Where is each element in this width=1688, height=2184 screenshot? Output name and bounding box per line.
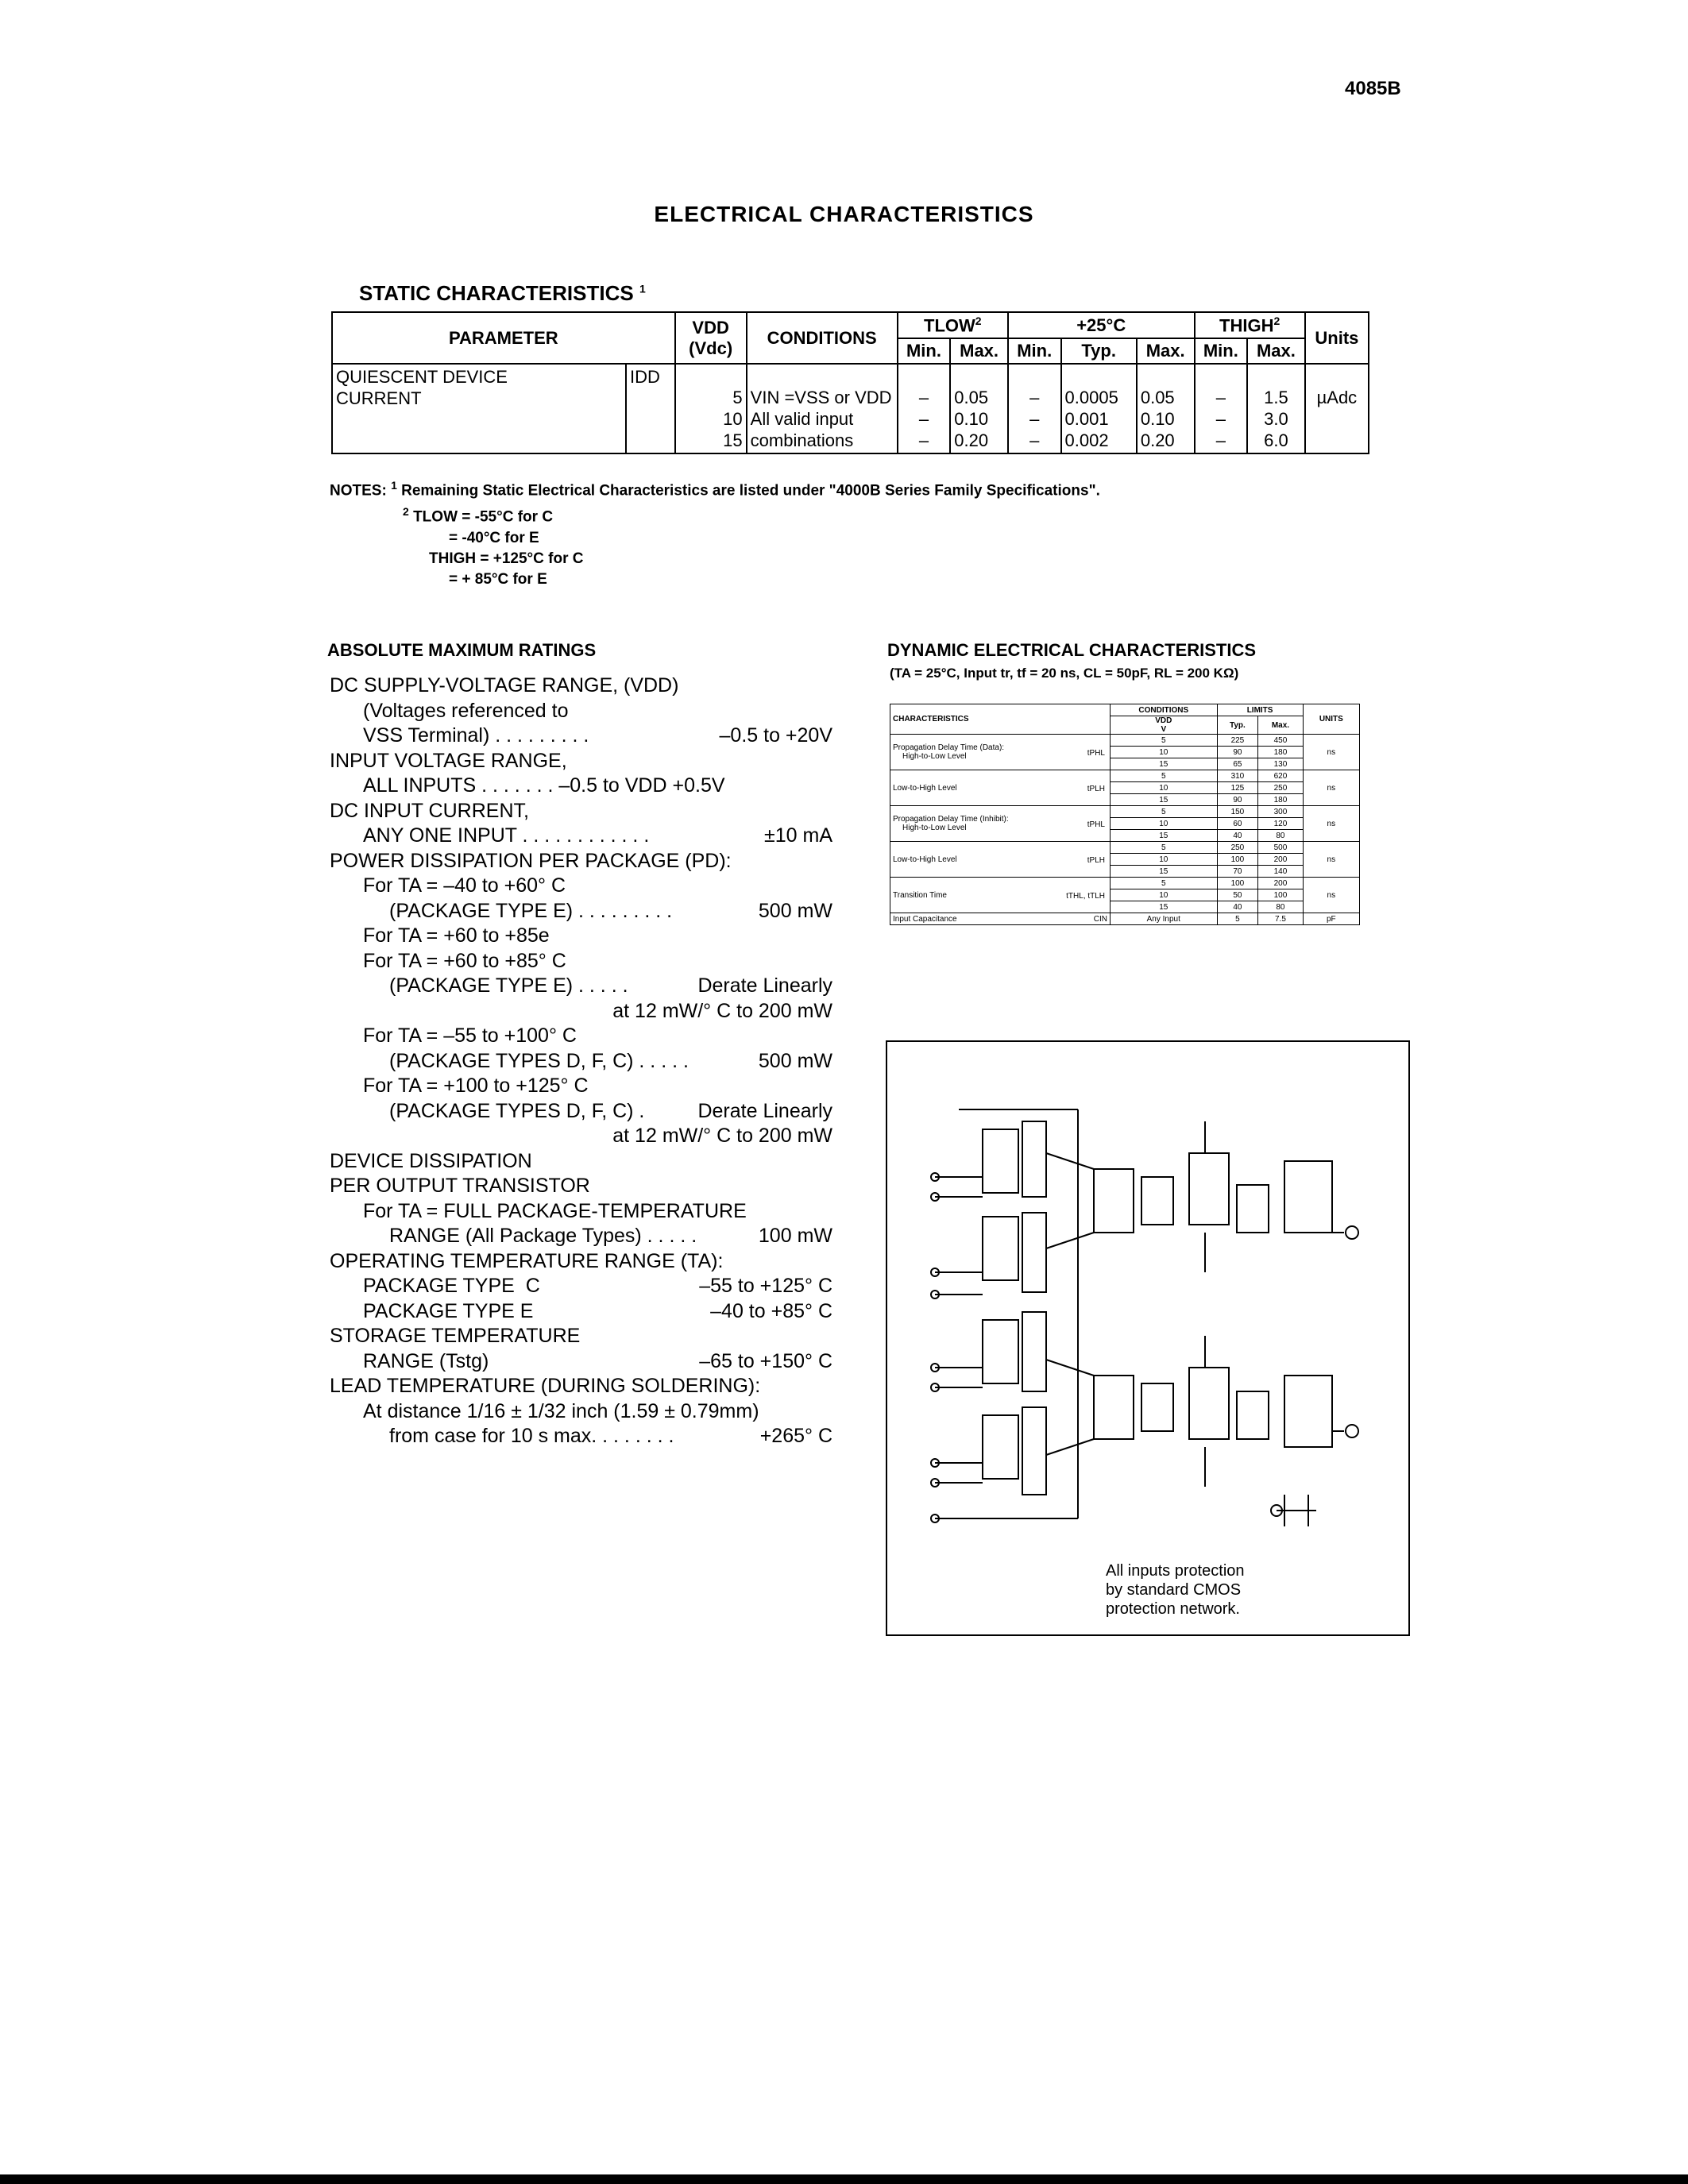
rating-text: For TA = +60 to +85° C: [363, 949, 566, 972]
table-row: Low-to-High Level tPLH 5 250 500 ns: [890, 842, 1360, 854]
rating-line: [330, 1049, 832, 1075]
rating-text: from case for 10 s max. . . . . . . .: [389, 1425, 674, 1447]
absolute-maximum-ratings-list: [330, 673, 832, 1449]
rating-line: [330, 1349, 832, 1375]
rating-line: [330, 974, 832, 999]
table-row: 15 40 80: [890, 830, 1360, 842]
rating-value: at 12 mW/° C to 200 mW: [612, 1125, 832, 1147]
rating-line: [330, 1249, 832, 1275]
rating-text: LEAD TEMPERATURE (DURING SOLDERING):: [330, 1375, 761, 1397]
col-conditions: CONDITIONS: [747, 312, 898, 364]
rating-line: [330, 774, 832, 799]
rating-line: [330, 1299, 832, 1325]
rating-line: [330, 1199, 832, 1225]
rating-text: POWER DISSIPATION PER PACKAGE (PD):: [330, 849, 732, 872]
rating-value: –65 to +150° C: [699, 1349, 832, 1372]
rating-line: [330, 949, 832, 974]
rating-text: For TA = FULL PACKAGE-TEMPERATURE: [363, 1199, 747, 1222]
rating-text: ALL INPUTS . . . . . . . –0.5 to VDD +0.5V: [363, 774, 725, 797]
rating-text: ANY ONE INPUT . . . . . . . . . . . .: [363, 824, 650, 847]
table-row: 10 100 200: [890, 854, 1360, 866]
rating-value: Derate Linearly: [697, 974, 832, 997]
rating-line: [330, 899, 832, 924]
col-vdd: VDD (Vdc): [675, 312, 747, 364]
rating-line: [330, 1074, 832, 1099]
rating-text: STORAGE TEMPERATURE: [330, 1325, 581, 1347]
table-row: 10 90 180: [890, 747, 1360, 758]
table-row: 10 60 120: [890, 818, 1360, 830]
rating-line: [330, 799, 832, 824]
rating-line: [330, 924, 832, 949]
diagram-note: All inputs protection by standard CMOS protection network.: [1106, 1562, 1245, 1618]
table-row: 10 50 100: [890, 889, 1360, 901]
table-row: 15 65 130: [890, 758, 1360, 770]
absolute-maximum-ratings-title: ABSOLUTE MAXIMUM RATINGS: [327, 640, 597, 660]
rating-text: VSS Terminal) . . . . . . . . .: [363, 724, 589, 747]
col-parameter: PARAMETER: [332, 312, 675, 364]
rating-text: For TA = +100 to +125° C: [363, 1075, 589, 1097]
rating-line: [330, 1024, 832, 1049]
rating-value: +265° C: [759, 1425, 832, 1447]
rating-value: ±10 mA: [764, 824, 832, 847]
rating-text: For TA = –55 to +100° C: [363, 1024, 577, 1047]
static-characteristics-table: PARAMETER VDD (Vdc) CONDITIONS TLOW$^2$ +25°C THIGH$^2$ Units Min. Max. Min. Typ. Max. Min. Max. QUIESCENT DEVICE CURRENT IDD 5 10 15 VIN =VSS or VDD All valid input combinations – – – 0.05 0.10 0.20 – – – 0.0005 0.001 0.002 0.05 0.10 0.20 – – – 1.5 3.0 6.0 µAdc: [331, 311, 1369, 454]
rating-text: PER OUTPUT TRANSISTOR: [330, 1175, 590, 1197]
dynamic-characteristics-subtitle: (TA = 25°C, Input tr, tf = 20 ns, CL = 50pF, RL = 200 KΩ): [890, 666, 1239, 681]
rating-line: [330, 1274, 832, 1299]
table-row: 15 40 80: [890, 901, 1360, 913]
notes: NOTES: $^1$ Remaining Static Electrical Characteristics are listed under "4000B Series Family Specifications". $^2$ TLOW = -55°C for C = -40°C for E THIGH = +125°C for C = + 85°C for E: [330, 479, 1100, 588]
rating-text: PACKAGE TYPE E: [363, 1299, 534, 1322]
rating-line: [330, 874, 832, 899]
dynamic-characteristics-title: DYNAMIC ELECTRICAL CHARACTERISTICS: [887, 640, 1257, 660]
table-row: Input Capacitance CIN Any Input 5 7.5 pF: [890, 913, 1360, 925]
rating-line: [330, 1399, 832, 1425]
rating-line: [330, 1374, 832, 1399]
table-row: 15 70 140: [890, 866, 1360, 878]
rating-text: (PACKAGE TYPES D, F, C) . . . . .: [389, 1049, 689, 1072]
schematic-drawing: [887, 1042, 1408, 1634]
rating-text: For TA = –40 to +60° C: [363, 874, 566, 897]
rating-text: DEVICE DISSIPATION: [330, 1149, 532, 1172]
rating-value: –55 to +125° C: [699, 1275, 832, 1297]
rating-line: [330, 824, 832, 849]
table-row: QUIESCENT DEVICE CURRENT IDD 5 10 15 VIN =VSS or VDD All valid input combinations – – – 0.05 0.10 0.20 – – – 0.0005 0.001 0.002 0.05 0.10 0.20 – – – 1.5 3.0 6.0 µAdc: [332, 364, 1369, 453]
rating-value: at 12 mW/° C to 200 mW: [612, 999, 832, 1022]
rating-text: (PACKAGE TYPE E) . . . . .: [389, 974, 628, 997]
col-units: Units: [1305, 312, 1369, 364]
rating-text: PACKAGE TYPE C: [363, 1275, 540, 1297]
rating-line: [330, 1149, 832, 1175]
col-25c: +25°C: [1008, 312, 1195, 338]
logic-schematic-diagram: [886, 1040, 1410, 1636]
rating-line: [330, 999, 832, 1024]
rating-value: 100 mW: [758, 1225, 832, 1247]
rating-line: [330, 1099, 832, 1125]
part-number: 4085B: [1345, 78, 1401, 99]
rating-line: [330, 699, 832, 724]
page-title: ELECTRICAL CHARACTERISTICS: [654, 202, 1034, 226]
rating-line: [330, 673, 832, 699]
rating-text: At distance 1/16 ± 1/32 inch (1.59 ± 0.79mm): [363, 1399, 759, 1422]
col-tlow: TLOW$^2$: [898, 312, 1008, 338]
rating-line: [330, 749, 832, 774]
table-row: 10 125 250: [890, 782, 1360, 794]
rating-value: 500 mW: [758, 1049, 832, 1072]
rating-value: –40 to +85° C: [710, 1299, 832, 1322]
rating-text: OPERATING TEMPERATURE RANGE (TA):: [330, 1249, 724, 1272]
table-row: Transition Time tTHL, tTLH 5 100 200 ns: [890, 878, 1360, 889]
rating-text: DC SUPPLY-VOLTAGE RANGE, (VDD): [330, 674, 679, 696]
rating-text: DC INPUT CURRENT,: [330, 799, 529, 822]
table-row: Low-to-High Level tPLH 5 310 620 ns: [890, 770, 1360, 782]
static-characteristics-title: STATIC CHARACTERISTICS $^1$: [359, 281, 646, 305]
rating-text: (PACKAGE TYPES D, F, C) .: [389, 1099, 645, 1122]
rating-line: [330, 849, 832, 874]
rating-text: RANGE (Tstg): [363, 1349, 489, 1372]
rating-value: Derate Linearly: [697, 1099, 832, 1122]
rating-text: (PACKAGE TYPE E) . . . . . . . . .: [389, 899, 673, 922]
bottom-border: [0, 2174, 1688, 2184]
rating-text: (Voltages referenced to: [363, 699, 569, 722]
rating-line: [330, 1224, 832, 1249]
rating-value: –0.5 to +20V: [719, 724, 832, 747]
rating-value: 500 mW: [758, 899, 832, 922]
rating-line: [330, 1174, 832, 1199]
table-row: 15 90 180: [890, 794, 1360, 806]
rating-text: INPUT VOLTAGE RANGE,: [330, 749, 567, 772]
table-row: Propagation Delay Time (Inhibit): High-to-Low Level tPHL 5 150 300 ns: [890, 806, 1360, 818]
rating-line: [330, 1124, 832, 1149]
rating-line: [330, 723, 832, 749]
rating-line: [330, 1424, 832, 1449]
rating-text: For TA = +60 to +85e: [363, 924, 550, 947]
rating-text: RANGE (All Package Types) . . . . .: [389, 1225, 697, 1247]
col-thigh: THIGH$^2$: [1195, 312, 1305, 338]
table-row: Propagation Delay Time (Data): High-to-Low Level tPHL 5 225 450 ns: [890, 735, 1360, 747]
dynamic-characteristics-table: CHARACTERISTICS CONDITIONS LIMITS UNITS VDD V Typ. Max. Propagation Delay Time (Data): High-to-Low Level tPHL 5 225 450 ns 10 90 180 15 65 130 Low-to-High Level tPLH 5 310 620 ns 10 125 250 15 90 180 Propagation Delay Time (Inhibit): High-to-Low Level tPHL 5 150 300 ns 10 60 120 15 40 80 Low-to-High Level tPLH 5 250 500 ns 10 100 200 15 70 140 Transition Time tTHL, tTLH 5 100 200 ns 10 50 100 15 40 80 Input Capacitance CIN Any Input 5 7.5 pF: [890, 704, 1360, 925]
rating-line: [330, 1324, 832, 1349]
